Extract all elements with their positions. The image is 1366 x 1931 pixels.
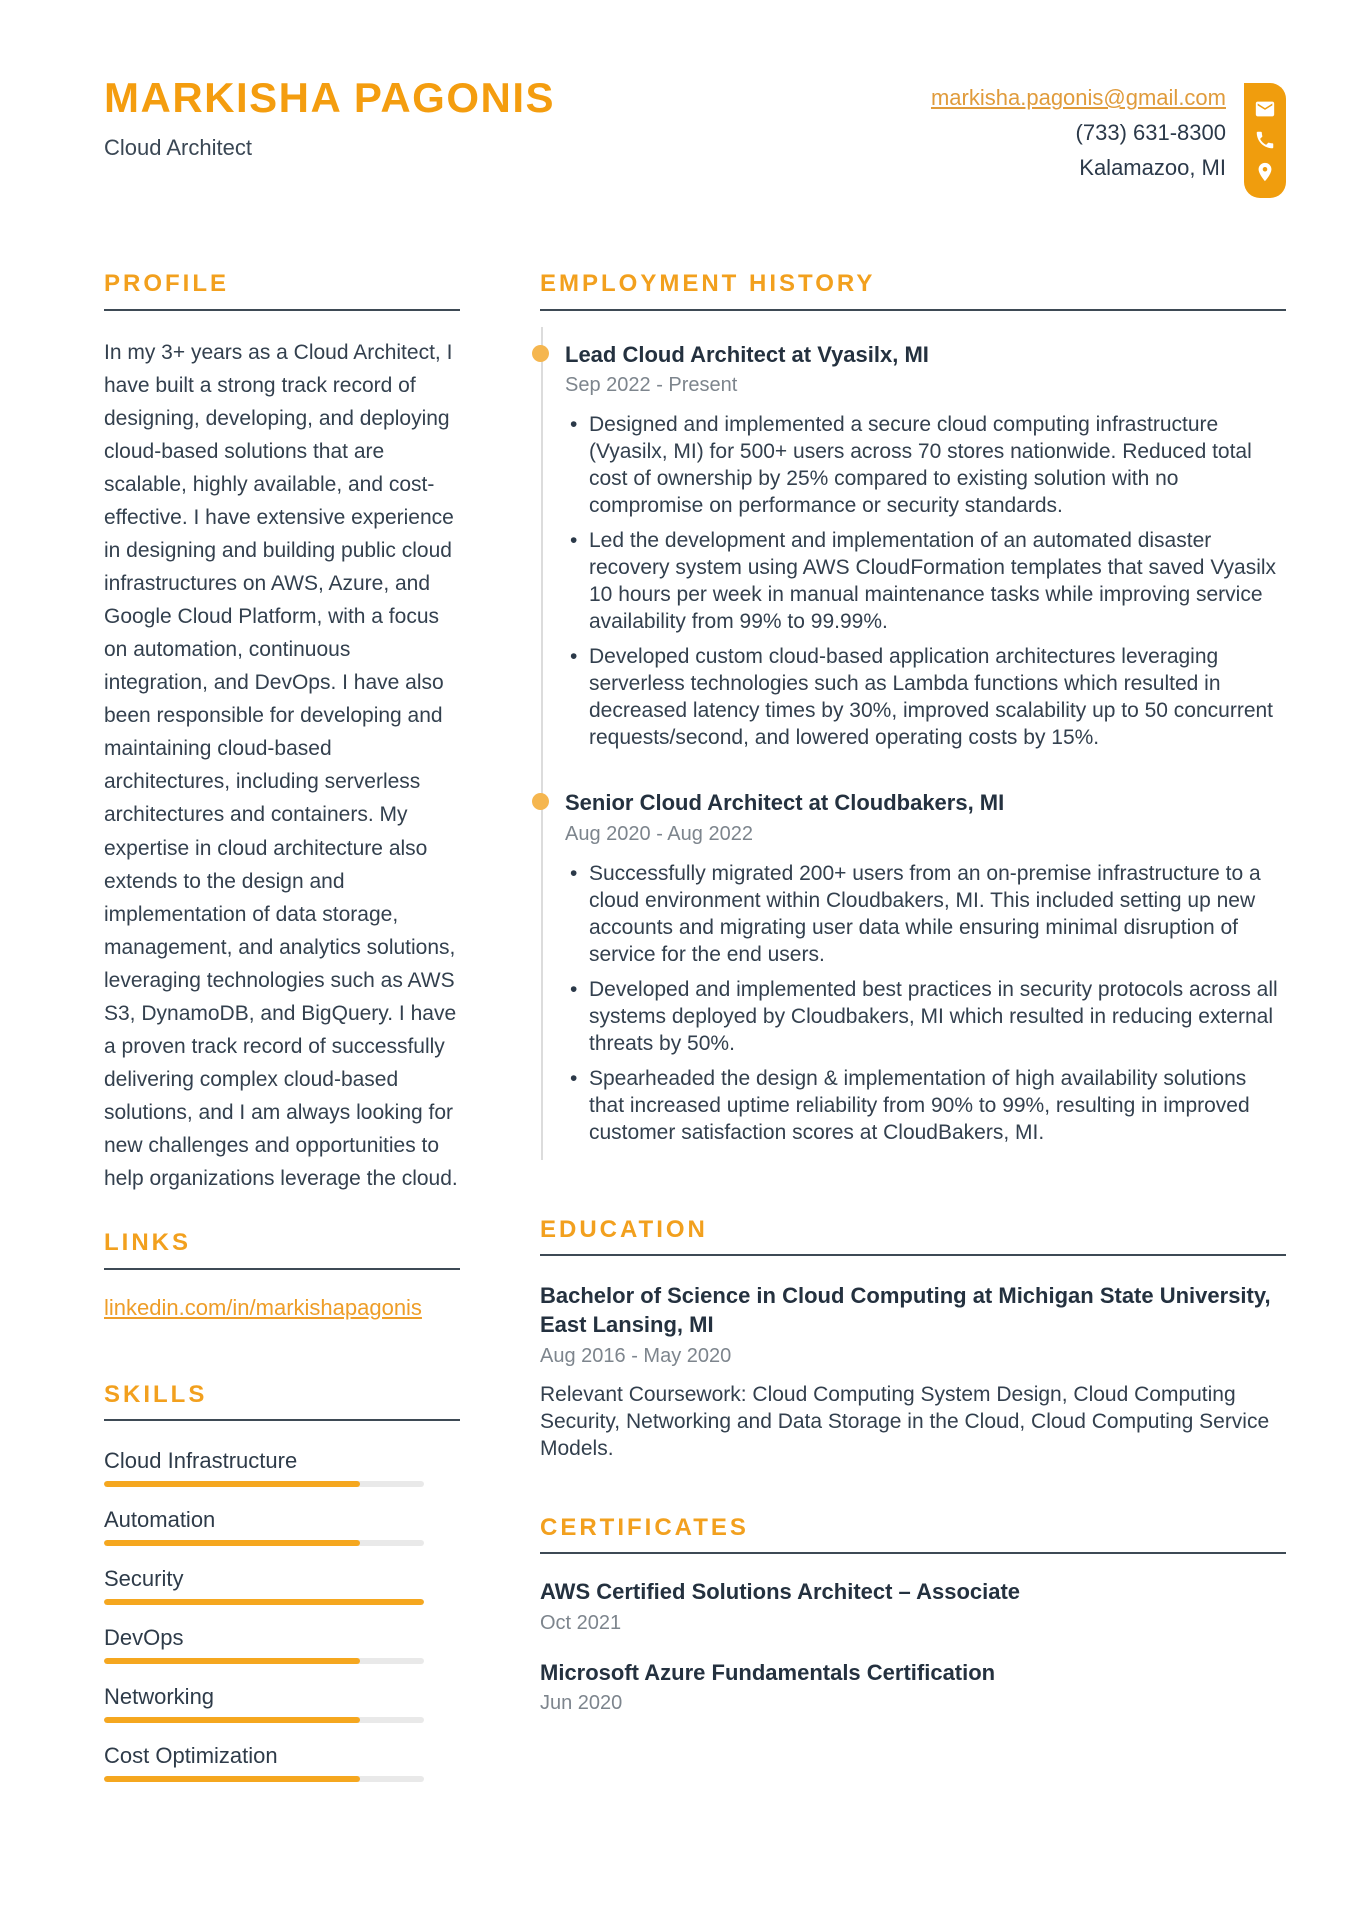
skill-item xyxy=(104,1566,460,1605)
employment-timeline xyxy=(541,327,1286,1160)
email-icon xyxy=(1254,98,1276,120)
skill-progress-fill xyxy=(104,1481,360,1487)
links-heading: LINKS xyxy=(104,1229,191,1257)
header xyxy=(104,75,1286,198)
content-columns xyxy=(104,270,1286,1802)
phone-number: (733) 631-8300 xyxy=(1075,120,1226,145)
certificate-title: AWS Certified Solutions Architect – Associate xyxy=(540,1579,1021,1605)
skill-label: Automation xyxy=(104,1507,216,1533)
location-text: Kalamazoo, MI xyxy=(1079,155,1226,180)
job-bullet: • Designed and implemented a secure cloud computing infrastructure (Vyasilx, MI) for 500+ users across 70 stores nationwide. Reduced total cost of ownership by 25% compared to existing solution with no compromise on performance or security standards. xyxy=(565,411,1286,519)
job-entry xyxy=(565,341,1286,752)
skill-item xyxy=(104,1684,460,1723)
certificates-section xyxy=(540,1514,1286,1716)
right-column xyxy=(540,270,1286,1802)
skill-label: Cloud Infrastructure xyxy=(104,1448,298,1474)
certificate-entry xyxy=(540,1659,1286,1716)
skill-item xyxy=(104,1625,460,1664)
certificate-date: Jun 2020 xyxy=(540,1692,623,1715)
certificate-entry xyxy=(540,1578,1286,1635)
skills-heading: SKILLS xyxy=(104,1380,208,1408)
skill-label: Security xyxy=(104,1566,184,1592)
header-identity xyxy=(104,75,555,161)
profile-text: In my 3+ years as a Cloud Architect, I have built a strong track record of designing, developing, and deploying cloud-based solutions that are scalable, highly available, and cost-effective. I have extensive experience in designing and building public cloud infrastructures on AWS, Azure, and Google Cloud Platform, with a focus on automation, continuous integration, and DevOps. I have also been responsible for developing and maintaining cloud-based architectures, including serverless architectures and containers. My expertise in cloud architecture also extends to the design and implementation of data storage, management, and analytics solutions, leveraging technologies such as AWS S3, DynamoDB, and BigQuery. I have a proven track record of successfully delivering complex cloud-based solutions, and I am always looking for new challenges and opportunities to help organizations leverage the cloud. xyxy=(104,340,458,1191)
header-contact xyxy=(931,75,1286,198)
profile-section xyxy=(104,270,460,1195)
education-heading: EDUCATION xyxy=(540,1215,708,1243)
education-dates: Aug 2016 - May 2020 xyxy=(540,1344,732,1367)
skill-label: Cost Optimization xyxy=(104,1743,278,1769)
education-description: Relevant Coursework: Cloud Computing System Design, Cloud Computing Security, Networking and Data Storage in the Cloud, Cloud Computing Service Models. xyxy=(540,1382,1270,1460)
section-rule xyxy=(540,1552,1286,1554)
person-job-title: Cloud Architect xyxy=(104,135,252,161)
skill-label: DevOps xyxy=(104,1625,184,1651)
profile-heading: PROFILE xyxy=(104,270,230,297)
job-entry xyxy=(565,789,1286,1146)
skill-progress-fill xyxy=(104,1599,424,1605)
section-rule xyxy=(104,1268,460,1270)
skill-progress-fill xyxy=(104,1776,360,1782)
skill-item xyxy=(104,1743,460,1782)
education-entry xyxy=(540,1282,1286,1461)
education-section xyxy=(540,1216,1286,1462)
job-title: Senior Cloud Architect at Cloudbakers, MI xyxy=(565,790,1005,816)
skill-progress-fill xyxy=(104,1717,360,1723)
contact-icon-bar xyxy=(1244,83,1286,198)
skill-item xyxy=(104,1448,460,1487)
section-rule xyxy=(540,309,1286,311)
skill-progress-track xyxy=(104,1658,424,1664)
contact-details xyxy=(931,85,1226,181)
skill-progress-fill xyxy=(104,1658,360,1664)
skill-progress-track xyxy=(104,1776,424,1782)
job-bullet: • Spearheaded the design & implementation of high availability solutions that increased uptime reliability from 90% to 99%, resulting in improved customer satisfaction scores at CloudBakers, MI. xyxy=(565,1065,1286,1146)
certificate-title: Microsoft Azure Fundamentals Certification xyxy=(540,1659,996,1685)
skills-list xyxy=(104,1448,460,1782)
links-section xyxy=(104,1229,460,1321)
skill-progress-track xyxy=(104,1717,424,1723)
section-rule xyxy=(540,1254,1286,1256)
skill-progress-track xyxy=(104,1540,424,1546)
certificate-date: Oct 2021 xyxy=(540,1611,622,1634)
left-column xyxy=(104,270,460,1802)
job-bullet: • Successfully migrated 200+ users from an on-premise infrastructure to a cloud environment within Cloudbakers, MI. This included setting up new accounts and migrating user data while ensuring minimal disruption of service for the end users. xyxy=(565,860,1286,968)
linkedin-link[interactable]: linkedin.com/in/markishapagonis xyxy=(104,1294,422,1320)
skill-progress-track xyxy=(104,1599,424,1605)
section-rule xyxy=(104,1419,460,1421)
skills-section xyxy=(104,1381,460,1783)
skill-progress-fill xyxy=(104,1540,360,1546)
person-name: MARKISHA PAGONIS xyxy=(104,74,556,121)
job-bullet: • Developed and implemented best practices in security protocols across all systems deployed by Cloudbakers, MI which resulted in reducing external threats by 50%. xyxy=(565,976,1286,1057)
skill-progress-track xyxy=(104,1481,424,1487)
job-dates: Sep 2022 - Present xyxy=(565,374,738,397)
job-bullet-list xyxy=(565,860,1286,1146)
phone-icon xyxy=(1254,129,1276,151)
timeline-dot xyxy=(532,345,549,362)
skill-label: Networking xyxy=(104,1684,215,1710)
email-link[interactable]: markisha.pagonis@gmail.com xyxy=(930,85,1226,110)
job-title: Lead Cloud Architect at Vyasilx, MI xyxy=(565,341,929,367)
degree-title: Bachelor of Science in Cloud Computing at Michigan State University, East Lansing, MI xyxy=(540,1283,1271,1337)
employment-heading: EMPLOYMENT HISTORY xyxy=(540,270,876,297)
timeline-dot xyxy=(532,793,549,810)
section-rule xyxy=(104,309,460,311)
certificates-heading: CERTIFICATES xyxy=(540,1513,749,1541)
employment-section xyxy=(540,270,1286,1160)
job-dates: Aug 2020 - Aug 2022 xyxy=(565,822,753,845)
job-bullet: • Led the development and implementation of an automated disaster recovery system using AWS CloudFormation templates that saved Vyasilx 10 hours per week in manual maintenance tasks while improving service availability from 99% to 99.99%. xyxy=(565,527,1286,635)
job-bullet: • Developed custom cloud-based application architectures leveraging serverless technologies such as Lambda functions which resulted in decreased latency times by 30%, improved scalability up to 50 concurrent requests/second, and lowered operating costs by 15%. xyxy=(565,643,1286,751)
location-icon xyxy=(1254,161,1276,183)
job-bullet-list xyxy=(565,411,1286,751)
skill-item xyxy=(104,1507,460,1546)
